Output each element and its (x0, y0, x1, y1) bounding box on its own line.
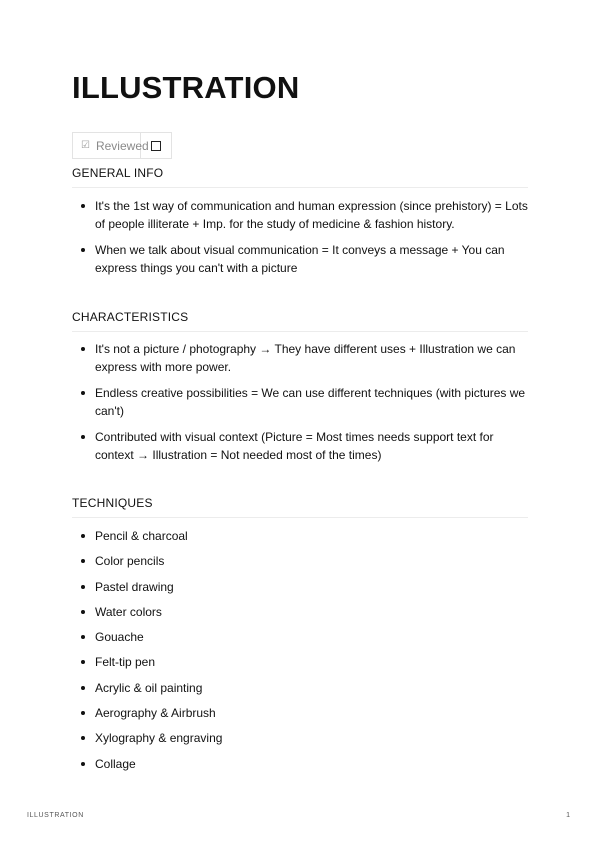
list-item: Pastel drawing (72, 578, 532, 596)
reviewed-checkbox[interactable] (151, 141, 161, 151)
list-item: Pencil & charcoal (72, 527, 532, 545)
section-heading-characteristics: CHARACTERISTICS (72, 310, 528, 332)
list-item: Endless creative possibilities = We can use different techniques (with pictures we can't) (72, 384, 532, 420)
list-item: Xylography & engraving (72, 729, 532, 747)
section-heading-general-info: GENERAL INFO (72, 166, 528, 188)
list-item: Aerography & Airbrush (72, 704, 532, 722)
checkbox-icon: ☑ (81, 140, 90, 151)
property-label: Reviewed (95, 138, 149, 153)
list-item: Gouache (72, 628, 532, 646)
footer-doc-name: ILLUSTRATION (27, 812, 84, 819)
characteristics-list (72, 340, 532, 472)
footer-page-number: 1 (566, 812, 570, 819)
general-info-list (72, 197, 532, 285)
list-item: When we talk about visual communication = It conveys a message + You can express things you can't with a picture (72, 241, 532, 277)
list-item: Water colors (72, 603, 532, 621)
property-reviewed (72, 132, 172, 159)
section-heading-techniques: TECHNIQUES (72, 496, 528, 518)
list-item: Collage (72, 755, 532, 773)
property-value[interactable] (141, 133, 171, 158)
list-item: It's not a picture / photography → They have different uses + Illustration we can express with more power. (72, 340, 532, 376)
list-item: Contributed with visual context (Picture = Most times needs support text for context → Illustration = Not needed most of the times) (72, 428, 532, 464)
list-item: Felt-tip pen (72, 653, 532, 671)
techniques-list (72, 527, 532, 780)
page-title: ILLUSTRATION (72, 70, 300, 105)
property-name (73, 133, 149, 158)
list-item: Acrylic & oil painting (72, 679, 532, 697)
list-item: It's the 1st way of communication and human expression (since prehistory) = Lots of people illiterate + Imp. for the study of medicine & fashion history. (72, 197, 532, 233)
list-item: Color pencils (72, 552, 532, 570)
